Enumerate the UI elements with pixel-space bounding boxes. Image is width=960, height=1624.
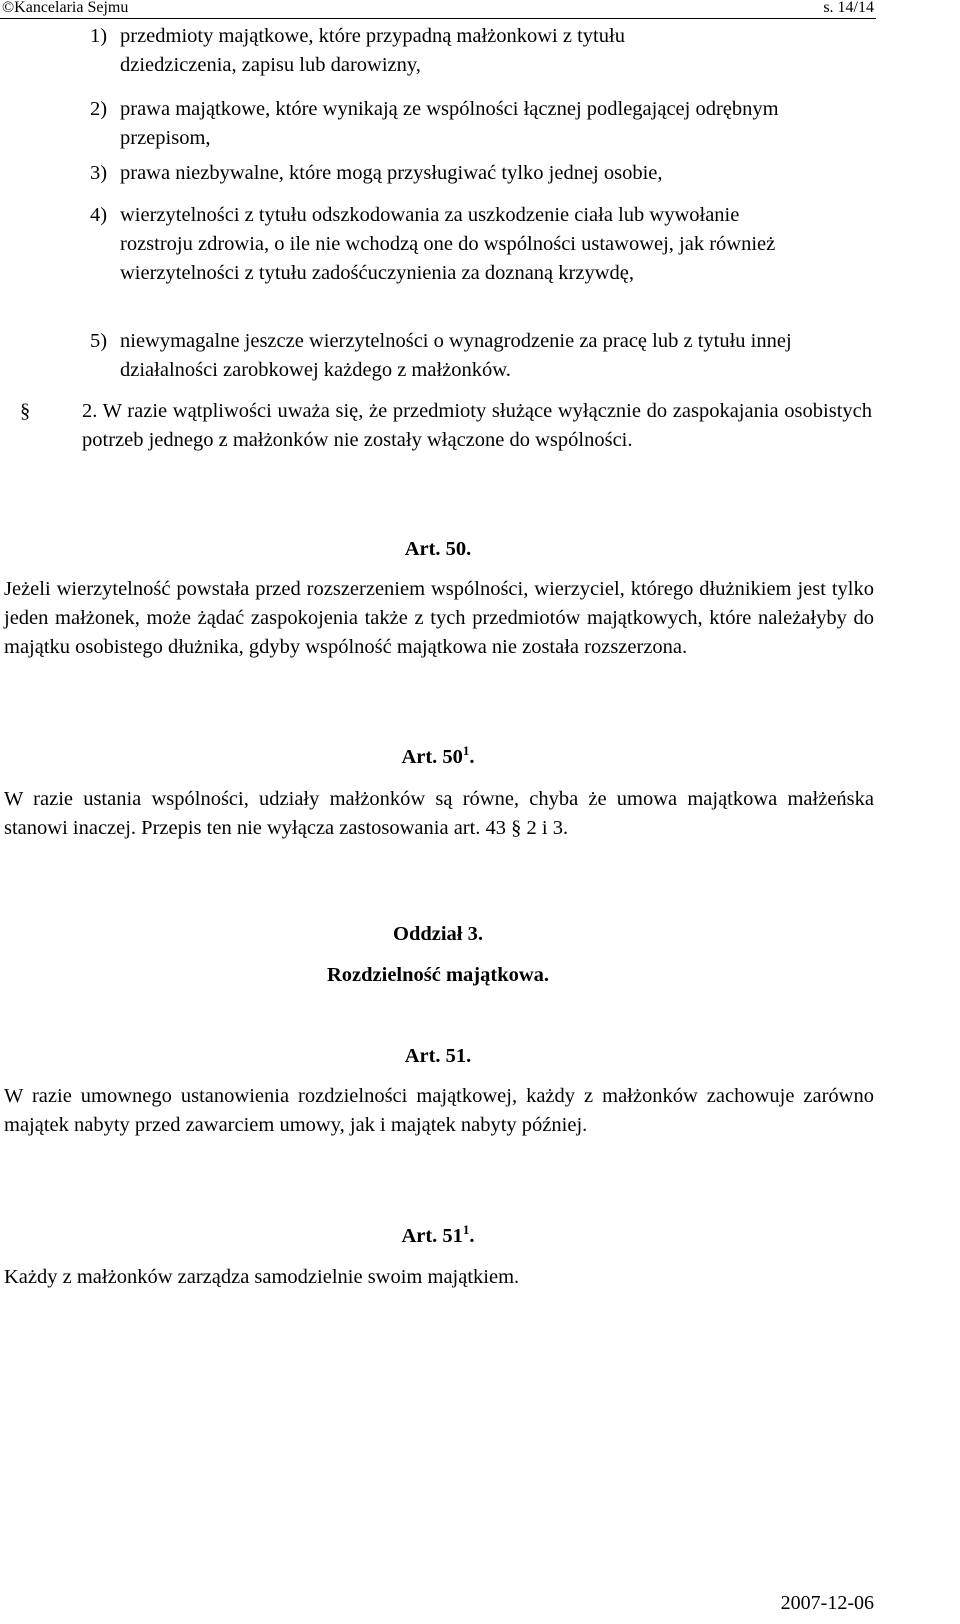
article-51-heading: Art. 51. <box>404 1045 472 1067</box>
list-item <box>90 22 890 80</box>
list-item <box>90 159 890 188</box>
list-item-number: 5) <box>90 330 108 352</box>
list-item-text: przedmioty majątkowe, które przypadną małżonkowi z tytułu dziedziczenia, zapisu lub darowizny, <box>120 25 625 76</box>
division-title: Oddział 3. <box>393 923 483 945</box>
list-item-text: niewymagalne jeszcze wierzytelności o wynagrodzenie za pracę lub z tytułu innej działalności zarobkowej każdego z małżonków. <box>120 330 792 381</box>
article-51-text: W razie umownego ustanowienia rozdzielności majątkowej, każdy z małżonków zachowuje zarówno majątek nabyty przed zawarciem umowy, jak i majątek nabyty później. <box>4 1085 874 1136</box>
article-51-1-text: Każdy z małżonków zarządza samodzielnie swoim majątkiem. <box>4 1266 520 1288</box>
header-source: ©Kancelaria Sejmu <box>2 0 129 16</box>
list-item-number: 2) <box>90 98 108 120</box>
list-item <box>90 327 890 385</box>
list-item <box>90 95 890 153</box>
article-50-heading: Art. 50. <box>404 538 472 560</box>
page-header <box>0 0 876 19</box>
list-item-text: wierzytelności z tytułu odszkodowania za uszkodzenie ciała lub wywołanie rozstroju zdrowia, o ile nie wchodzą one do wspólności ustawowej, jak również wierzytelności z tytułu zadośćuczynienia za doznaną krzywdę, <box>120 204 776 284</box>
section-2-paragraph: 2. W razie wątpliwości uważa się, że przedmioty służące wyłącznie do zaspokajania osobistych potrzeb jednego z małżonków nie zostały włączone do wspólności. <box>82 400 872 451</box>
article-50-text: Jeżeli wierzytelność powstała przed rozszerzeniem wspólności, wierzyciel, którego dłużnikiem jest tylko jeden małżonek, może żądać zaspokojenia także z tych przedmiotów majątkowych, które należałyby do majątku osobistego dłużnika, gdyby wspólność majątkowa nie została rozszerzona. <box>4 578 874 658</box>
article-50-1-text: W razie ustania wspólności, udziały małżonków są równe, chyba że umowa majątkowa małżeńska stanowi inaczej. Przepis ten nie wyłącza zastosowania art. 43 § 2 i 3. <box>4 788 874 839</box>
header-page-number: s. 14/14 <box>823 0 874 16</box>
list-item <box>90 201 890 288</box>
list-item-text: prawa niezbywalne, które mogą przysługiwać tylko jednej osobie, <box>120 162 663 184</box>
section-sign: § <box>20 400 31 422</box>
article-51-1-heading: Art. $51^1$. <box>401 1222 475 1247</box>
footer-date: 2007-12-06 <box>780 1592 874 1614</box>
division-subtitle: Rozdzielność majątkowa. <box>326 964 550 986</box>
list-item-text: prawa majątkowe, które wynikają ze wspólności łącznej podlegającej odrębnym przepisom, <box>120 98 779 149</box>
list-item-number: 4) <box>90 204 108 226</box>
article-50-1-heading: Art. $50^1$. <box>401 743 475 768</box>
list-item-number: 1) <box>90 25 108 47</box>
list-item-number: 3) <box>90 162 108 184</box>
